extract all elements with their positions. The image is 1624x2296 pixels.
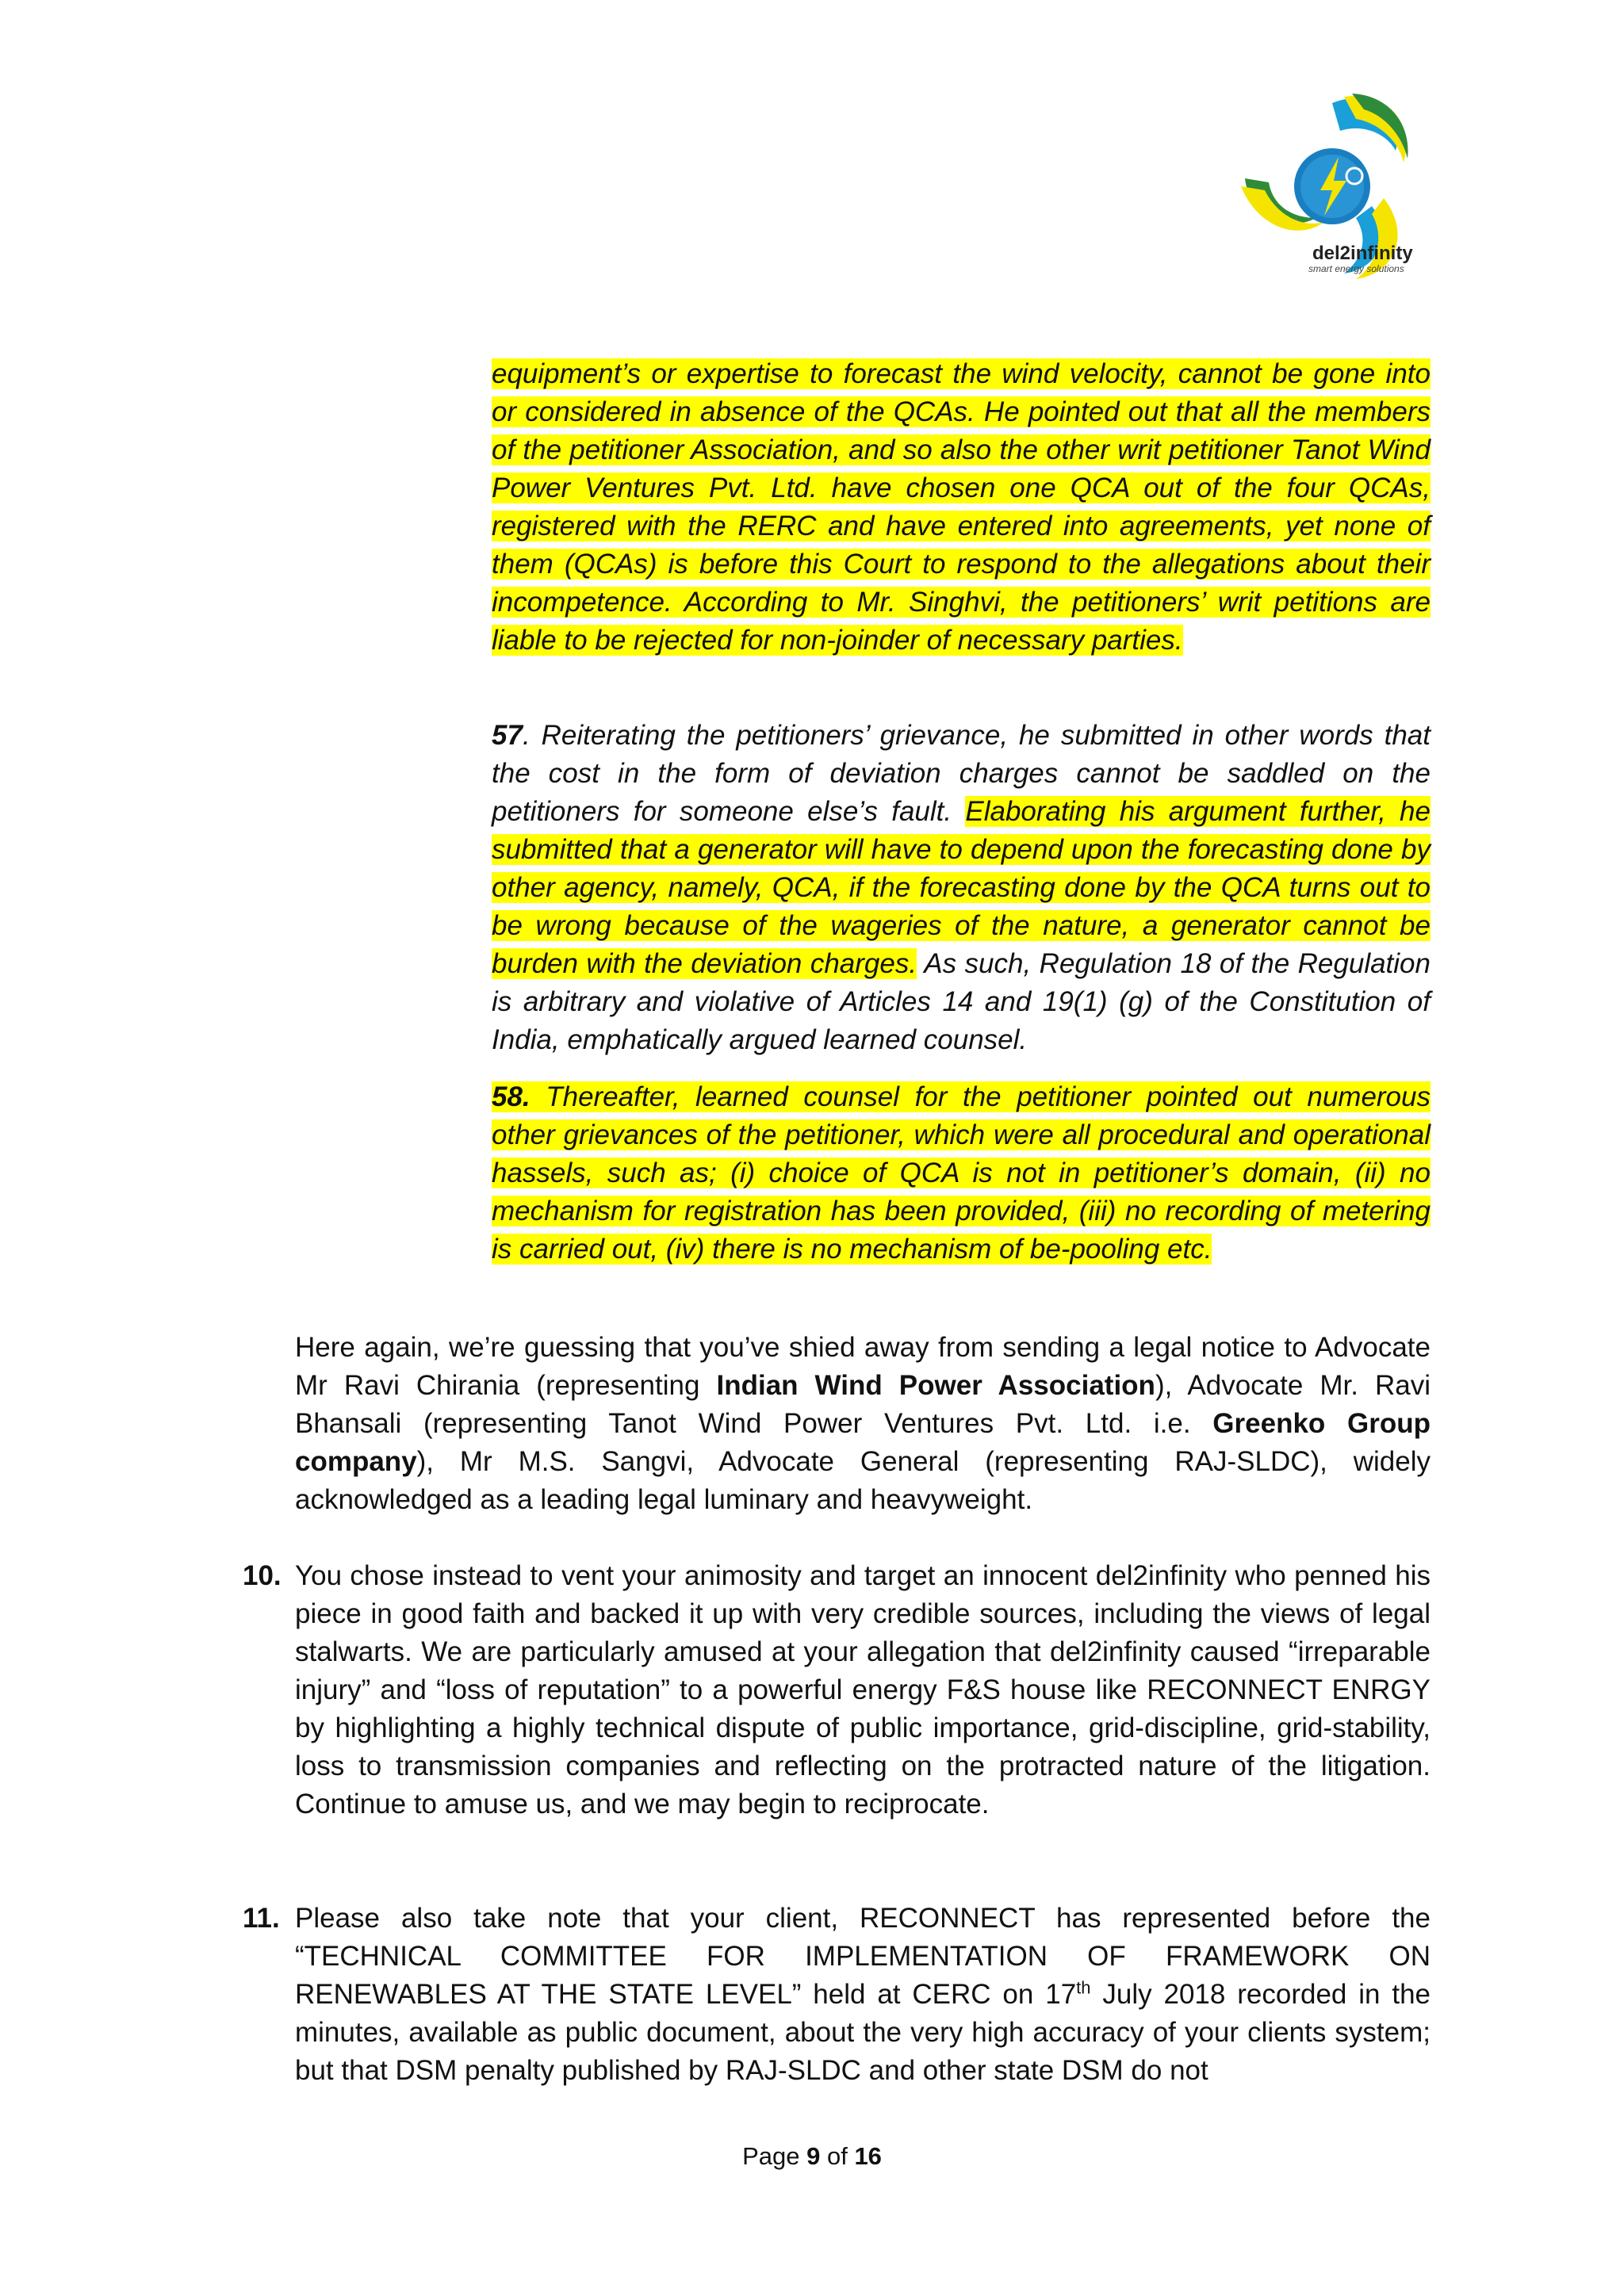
paragraph-tail: As such, Regulation 18 of the Regulation is arbitrary and violative of Articles 14 and 19(1) (g) of the Constitution of India, emphatically argued learned counsel. <box>492 948 1431 1055</box>
page-of-label: of <box>820 2142 855 2170</box>
highlighted-text: Elaborating his argument further, he submitted that a generator will have to depend upon the forecasting done by other agency, namely, QCA, if the forecasting done by the QCA turns out to be wrong because of the wageries of the nature, a generator cannot be burden with the deviation charges. <box>492 796 1431 979</box>
bold-organization: Indian Wind Power Association <box>716 1370 1155 1401</box>
body-paragraph-10: You chose instead to vent your animosity and target an innocent del2infinity who penned his piece in good faith and backed it up with very credible sources, including the views of legal stalwarts. We are particularly amused at your allegation that del2infinity caused “irreparable injury” and “loss of reputation” to a powerful energy F&S house like RECONNECT ENRGY by highlighting a highly technical dispute of public importance, grid-discipline, grid-stability, loss to transmission companies and reflecting on the protracted nature of the litigation. Continue to amuse us, and we may begin to reciprocate. <box>295 1560 1431 1820</box>
text-run: July 2018 recorded in the minutes, available as public document, about the very high accuracy of your clients system; but that DSM penalty published by RAJ-SLDC and other state DSM do not <box>295 1979 1431 2086</box>
logo-wordmark: del2infinity <box>1312 243 1413 264</box>
company-logo <box>1237 87 1443 285</box>
text-run: Here again, we’re guessing that you’ve shied away from sending a legal notice to Advocate Mr Ravi Chirania (representing <box>295 1332 1431 1401</box>
bold-organization: Greenko Group company <box>295 1408 1431 1477</box>
superscript: th <box>1076 1977 1091 1998</box>
highlighted-text: equipment’s or expertise to forecast the wind velocity, cannot be gone into or considered in absence of the QCAs. He pointed out that all the members of the petitioner Association, and so also the other writ petitioner Tanot Wind Power Ventures Pvt. Ltd. have chosen one QCA out of the four QCAs, registered with the RERC and have entered into agreements, yet none of them (QCAs) is before this Court to respond to the allegations about their incompetence. According to Mr. Singhvi, the petitioners’ writ petitions are liable to be rejected for non-joinder of necessary parties. <box>492 358 1431 656</box>
paragraph-number-10: 10. <box>243 1560 282 1591</box>
page-footer <box>0 2142 1624 2171</box>
page-label: Page <box>742 2142 807 2170</box>
logo-tagline: smart energy solutions <box>1308 263 1404 274</box>
page-total: 16 <box>854 2142 882 2170</box>
body-paragraph-continued <box>295 1329 1431 1519</box>
text-run: ), Advocate Mr. Ravi Bhansali (representing Tanot Wind Power Ventures Pvt. Ltd. i.e. <box>295 1370 1431 1439</box>
body-paragraph-11 <box>295 1900 1431 2090</box>
paragraph-number: 57 <box>492 720 523 751</box>
paragraph-intro: . Reiterating the petitioners’ grievance, he submitted in other words that the cost in the form of deviation charges cannot be saddled on the petitioners for someone else’s fault. <box>492 720 1431 827</box>
paragraph-number: 58. <box>492 1081 530 1112</box>
page-current: 9 <box>806 2142 821 2170</box>
text-run: ), Mr M.S. Sangvi, Advocate General (representing RAJ-SLDC), widely acknowledged as a leading legal luminary and heavyweight. <box>295 1446 1431 1515</box>
text-run: Please also take note that your client, RECONNECT has represented before the “TECHNICAL COMMITTEE FOR IMPLEMENTATION OF FRAMEWORK ON RENEWABLES AT THE STATE LEVEL” held at CERC on 17 <box>295 1903 1431 2010</box>
highlighted-text: Thereafter, learned counsel for the petitioner pointed out numerous other grievances of the petitioner, which were all procedural and operational hassels, such as; (i) choice of QCA is not in petitioner’s domain, (ii) no mechanism for registration has been provided, (iii) no recording of metering is carried out, (iv) there is no mechanism of be-pooling etc. <box>492 1081 1431 1265</box>
quote-paragraph-57 <box>492 717 1431 1059</box>
quote-paragraph-56 <box>492 355 1431 660</box>
paragraph-number-11: 11. <box>243 1903 280 1934</box>
quote-paragraph-58 <box>492 1078 1431 1269</box>
